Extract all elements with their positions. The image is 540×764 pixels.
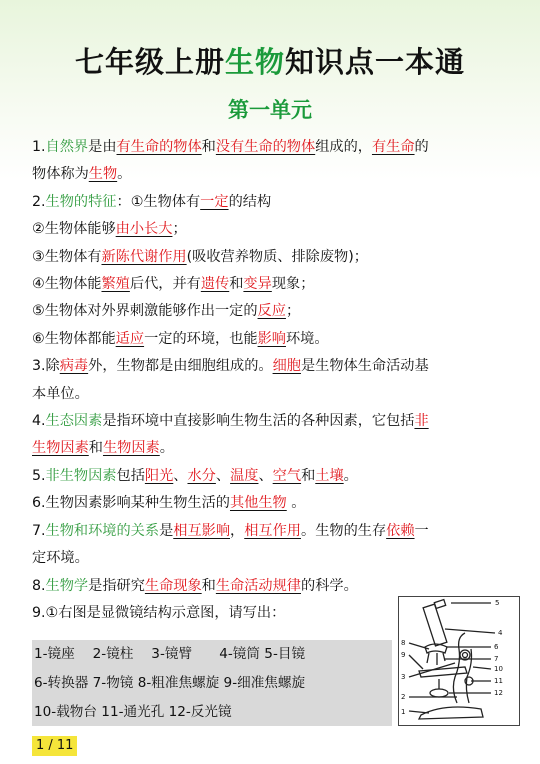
diagram-label: 10	[494, 665, 503, 673]
item-4: 4.生态因素是指环境中直接影响生物生活的各种因素，它包括非 生物因素和生物因素。	[32, 413, 429, 457]
microscope-diagram	[398, 596, 520, 726]
item-7: 7.生物和环境的关系是相互影响，相互作用。生物的生存依赖一 定环境。	[32, 522, 429, 567]
diagram-label: 7	[494, 655, 499, 663]
unit-heading: 第一单元	[228, 98, 312, 122]
diagram-label: 6	[494, 643, 499, 651]
item-3: 3.除病毒外，生物都是由细胞组成的。细胞是生物体生命活动基 本单位。	[32, 358, 429, 402]
diagram-label: 2	[401, 693, 406, 701]
diagram-label: 4	[498, 629, 503, 637]
terms-line: 1-镜座 2-镜柱 3-镜臂 4-镜筒 5-目镜	[34, 646, 306, 662]
terms-line: 10-载物台 11-通光孔 12-反光镜	[34, 704, 232, 720]
item-2f: ⑥生物体都能适应一定的环境，也能影响环境。	[32, 330, 329, 347]
diagram-label: 11	[494, 677, 503, 685]
page-title: 七年级上册生物知识点一本通	[74, 45, 466, 79]
item-6: 6.生物因素影响某种生物生活的其他生物 。	[32, 495, 306, 512]
diagram-label: 1	[401, 708, 406, 716]
item-2e: ⑤生物体对外界刺激能够作出一定的反应；	[32, 303, 301, 320]
item-1: 1.自然界是由有生命的物体和没有生命的物体组成的，有生命的 物体称为生物。	[32, 139, 429, 183]
item-2b: ②生物体能够由小长大；	[32, 221, 187, 238]
item-2: 2.生物的特征：①生物体有一定的结构	[32, 193, 272, 210]
item-2c: ③生物体有新陈代谢作用(吸收营养物质、排除废物)；	[32, 248, 368, 265]
diagram-label: 5	[495, 599, 500, 607]
item-5: 5.非生物因素包括阳光、水分、温度、空气和土壤。	[32, 467, 358, 484]
content-body	[32, 134, 510, 627]
item-9: 9.①右图是显微镜结构示意图，请写出：	[32, 604, 286, 621]
item-8: 8.生物学是指研究生命现象和生命活动规律的科学。	[32, 577, 358, 594]
microscope-drawing	[399, 597, 519, 725]
terms-line: 6-转换器 7-物镜 8-粗准焦螺旋 9-细准焦螺旋	[34, 675, 306, 691]
diagram-label: 3	[401, 673, 406, 681]
diagram-label: 8	[401, 639, 406, 647]
eyepiece	[434, 600, 445, 609]
diagram-label: 9	[401, 651, 406, 659]
page-indicator: 1 / 11	[32, 736, 77, 756]
mirror	[430, 689, 448, 697]
microscope-terms-box	[32, 640, 392, 726]
item-2d: ④生物体能繁殖后代，并有遗传和变异现象；	[32, 276, 315, 293]
diagram-label: 12	[494, 689, 503, 697]
microscope-tube	[423, 604, 447, 646]
